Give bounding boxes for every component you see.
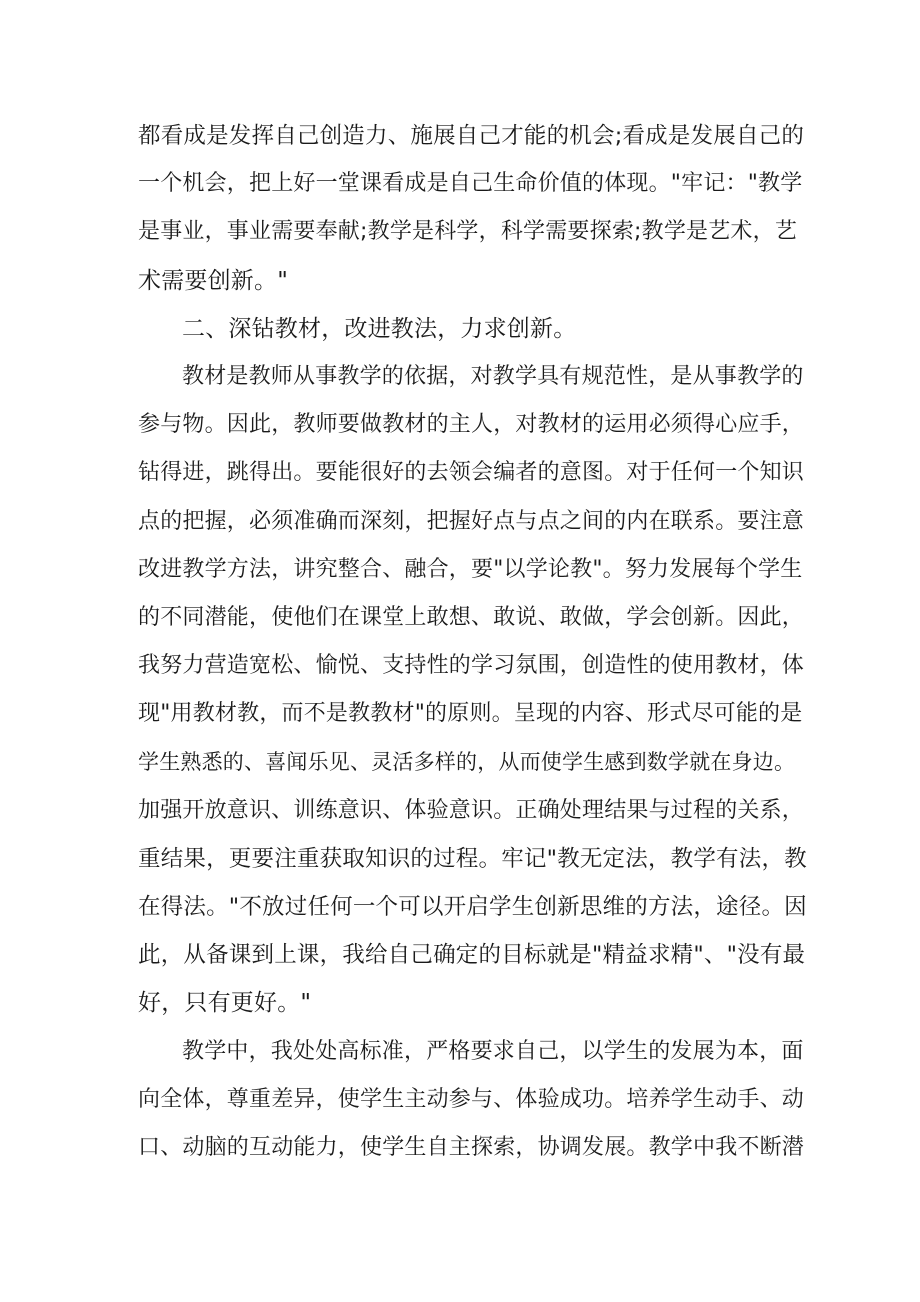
section-heading: 二、深钻教材，改进教法，力求创新。 xyxy=(182,315,577,342)
text-line-1: 都看成是发挥自己创造力、施展自己才能的机会;看成是发展自己的 xyxy=(138,123,805,149)
text-line-12: 我努力营造宽松、愉悦、支持性的学习氛围，创造性的使用教材，体 xyxy=(138,653,805,679)
text-line-14: 学生熟悉的、喜闻乐见、灵活多样的，从而使学生感到数学就在身边。 xyxy=(138,750,796,775)
text-line-13: 现"用教材教，而不是教教材"的原则。呈现的内容、形式尽可能的是 xyxy=(138,701,803,727)
text-line-20: 教学中，我处处高标准，严格要求自己，以学生的发展为本，面 xyxy=(182,1038,804,1064)
text-line-19: 好，只有更好。" xyxy=(138,990,312,1017)
body-text xyxy=(138,112,808,1172)
text-line-4: 术需要创新。" xyxy=(138,267,288,294)
text-line-21: 向全体，尊重差异，使学生主动参与、体验成功。培养学生动手、动 xyxy=(138,1086,805,1112)
text-line-16: 重结果，更要注重获取知识的过程。牢记"教无定法，教学有法，教 xyxy=(138,845,807,872)
text-line-17: 在得法。"不放过任何一个可以开启学生创新思维的方法，途径。因 xyxy=(138,894,807,920)
text-line-10: 改进教学方法，讲究整合、融合，要"以学论教"。努力发展每个学生 xyxy=(138,556,803,582)
text-line-15: 加强开放意识、训练意识、体验意识。正确处理结果与过程的关系， xyxy=(138,797,805,823)
text-line-6: 教材是教师从事教学的依据，对教学具有规范性，是从事教学的 xyxy=(182,363,804,389)
text-line-8: 钻得进，跳得出。要能很好的去领会编者的意图。对于任何一个知识 xyxy=(138,460,805,486)
text-line-3: 是事业，事业需要奉献;教学是科学，科学需要探索;教学是艺术，艺 xyxy=(138,219,798,245)
text-line-11: 的不同潜能，使他们在课堂上敢想、敢说、敢做，学会创新。因此， xyxy=(138,604,805,630)
text-line-2: 一个机会，把上好一堂课看成是自己生命价值的体现。"牢记："教学 xyxy=(138,171,803,197)
text-line-7: 参与物。因此，教师要做教材的主人，对教材的运用必须得心应手， xyxy=(138,412,805,438)
text-line-9: 点的把握，必须准确而深刻，把握好点与点之间的内在联系。要注意 xyxy=(138,508,805,534)
text-line-22: 口、动脑的互动能力，使学生自主探索，协调发展。教学中我不断潜 xyxy=(138,1134,805,1160)
text-line-18: 此，从备课到上课，我给自己确定的目标就是"精益求精"、"没有最 xyxy=(138,942,806,969)
